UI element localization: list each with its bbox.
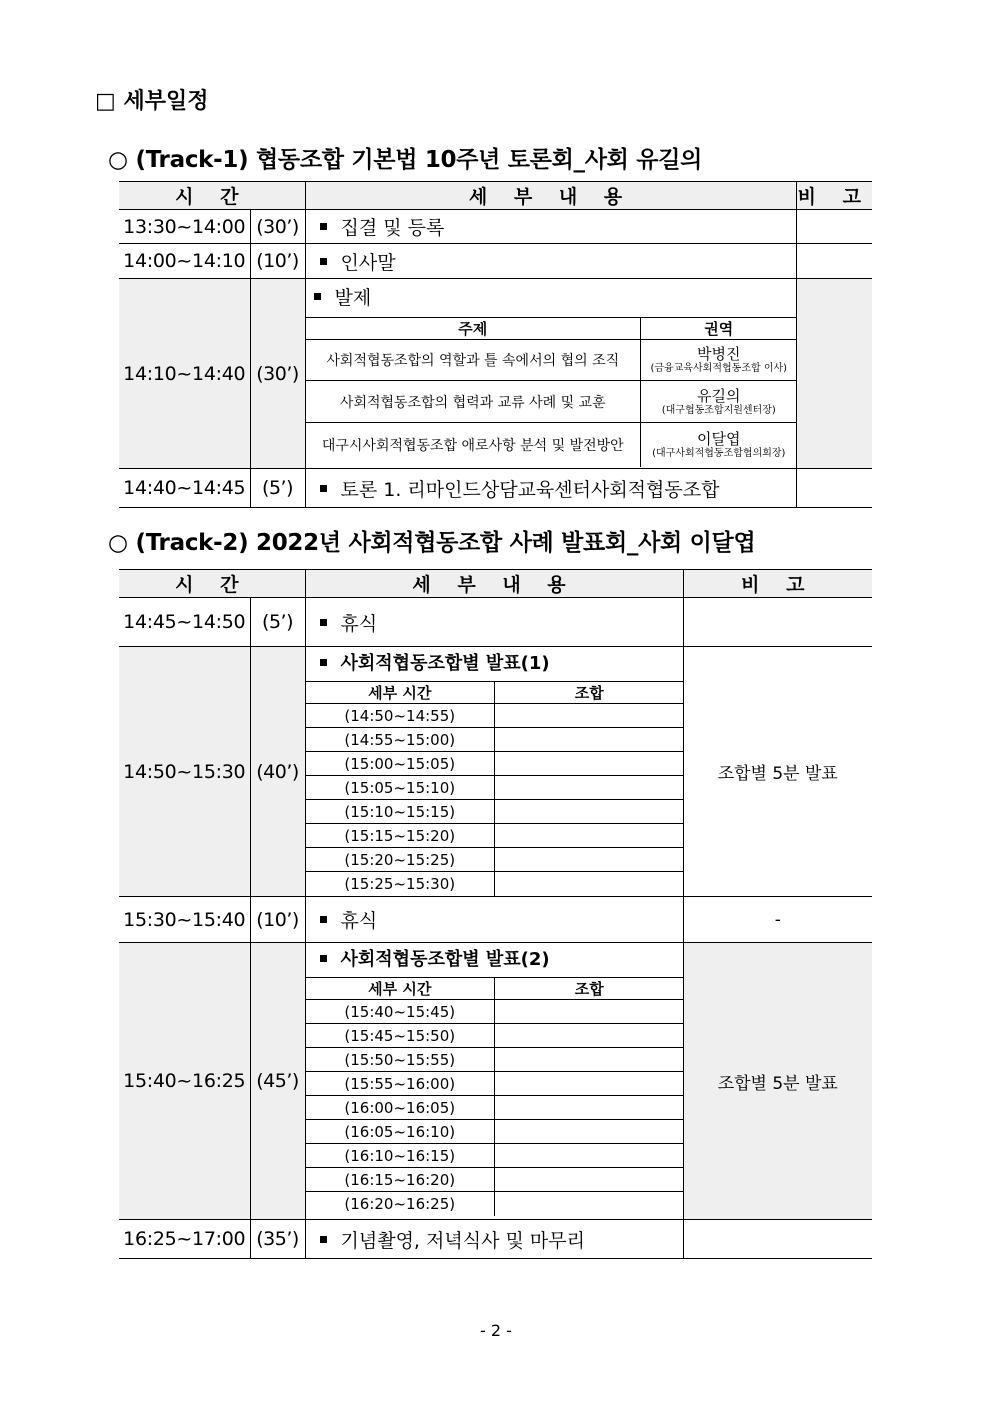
header-note: 비 고 [683,570,872,598]
table-row-session2 [119,943,872,1220]
table-row [306,1144,684,1168]
presentation-cell [305,279,796,469]
slot-coop [495,1024,684,1048]
row-note: - [683,897,872,943]
slot-coop [495,824,684,848]
row-content: 집결 및 등록 [305,210,796,244]
row-time: 13:30~14:00 [119,210,250,244]
row-duration: (30’) [250,210,305,244]
table-row-session1 [119,647,872,897]
slot-time: (16:20~16:25) [306,1192,495,1216]
col-topic: 주제 [306,318,641,340]
row-content: 토론 1. 리마인드상담교육센터사회적협동조합 [305,469,796,508]
session1-subtable [306,681,684,896]
row-duration: (45’) [250,943,305,1220]
row-duration: (5’) [250,598,305,647]
slot-coop [495,1000,684,1024]
bullet-icon [320,619,327,626]
header-note: 비 고 [796,182,872,210]
table-row [306,1120,684,1144]
table-row [306,848,684,872]
row-time: 14:40~14:45 [119,469,250,508]
table-row-presentation [119,279,872,469]
bullet-icon [314,293,321,300]
slot-coop [495,1192,684,1216]
table-row [306,800,684,824]
track1-table [119,181,872,508]
slot-time: (16:05~16:10) [306,1120,495,1144]
session2-label: 사회적협동조합별 발표(2) [306,943,683,977]
row-duration: (30’) [250,279,305,469]
subtable-header [306,318,797,340]
topic: 사회적협동조합의 역할과 틀 속에서의 협의 조직 [306,340,641,381]
slot-time: (16:15~16:20) [306,1168,495,1192]
topic: 사회적협동조합의 협력과 교류 사례 및 교훈 [306,381,641,423]
bullet-icon [320,258,327,265]
row-time: 14:00~14:10 [119,244,250,279]
slot-coop [495,1096,684,1120]
row-content: 인사말 [305,244,796,279]
bullet-icon [320,1236,327,1243]
row-note [683,598,872,647]
speaker: 유길의 (대구협동조합지원센터장) [641,381,797,423]
slot-coop [495,728,684,752]
row-note: 조합별 5분 발표 [683,943,872,1220]
row-note [796,469,872,508]
slot-time: (15:20~15:25) [306,848,495,872]
row-content: 기념촬영, 저녁식사 및 마무리 [305,1220,683,1259]
table-row [306,752,684,776]
col-detail-time: 세부 시간 [306,978,495,1000]
session2-subtable [306,977,684,1216]
slot-time: (15:25~15:30) [306,872,495,896]
row-duration: (40’) [250,647,305,897]
bullet-icon [320,659,327,666]
slot-time: (14:50~14:55) [306,704,495,728]
row-time: 16:25~17:00 [119,1220,250,1259]
slot-coop [495,800,684,824]
row-time: 14:45~14:50 [119,598,250,647]
topic: 대구시사회적협동조합 애로사항 분석 및 발전방안 [306,423,641,467]
session1-cell [305,647,683,897]
slot-time: (15:40~15:45) [306,1000,495,1024]
speaker: 이달엽 (대구사회적협동조합협의회장) [641,423,797,467]
row-duration: (5’) [250,469,305,508]
col-detail-time: 세부 시간 [306,682,495,704]
track2-title: ○ (Track-2) 2022년 사회적협동조합 사례 발표회_사회 이달엽 [108,530,756,556]
presentation-label: 발제 [306,279,796,318]
slot-coop [495,776,684,800]
slot-coop [495,1120,684,1144]
table-row [306,776,684,800]
slot-coop [495,1072,684,1096]
header-content: 세 부 내 용 [305,182,796,210]
slot-coop [495,848,684,872]
table-row [306,704,684,728]
list-item [306,381,797,423]
track1-title: ○ (Track-1) 협동조합 기본법 10주년 토론회_사회 유길의 [108,147,703,173]
bullet-icon [320,916,327,923]
subtable-header [306,978,684,1000]
slot-time: (15:55~16:00) [306,1072,495,1096]
header-time: 시 간 [119,182,305,210]
bullet-icon [320,223,327,230]
row-content: 휴식 [305,598,683,647]
bullet-icon [320,955,327,962]
table-row [119,897,872,943]
slot-time: (16:10~16:15) [306,1144,495,1168]
slot-coop [495,752,684,776]
page-number: - 2 - [480,1321,512,1340]
table-row [306,1024,684,1048]
slot-time: (15:50~15:55) [306,1048,495,1072]
list-item [306,423,797,467]
track2-table [119,569,872,1259]
col-speaker: 권역 [704,320,734,338]
table-row [119,598,872,647]
row-note [796,244,872,279]
session2-cell [305,943,683,1220]
row-time: 15:30~15:40 [119,897,250,943]
slot-time: (15:15~15:20) [306,824,495,848]
row-time: 15:40~16:25 [119,943,250,1220]
table-row [306,1168,684,1192]
section-title: □ 세부일정 [95,89,209,114]
table-row [306,1192,684,1216]
table-row [119,1220,872,1259]
col-coop: 조합 [495,978,684,1000]
subtable-header [306,682,684,704]
slot-time: (15:00~15:05) [306,752,495,776]
table-row [119,469,872,508]
row-time: 14:10~14:40 [119,279,250,469]
slot-time: (15:45~15:50) [306,1024,495,1048]
list-item [306,340,797,381]
table-row [306,728,684,752]
row-duration: (10’) [250,897,305,943]
row-content: 휴식 [305,897,683,943]
row-note [683,1220,872,1259]
table-row [306,824,684,848]
presentation-subtable [306,318,797,467]
slot-time: (16:00~16:05) [306,1096,495,1120]
slot-coop [495,704,684,728]
session1-label: 사회적협동조합별 발표(1) [306,647,683,681]
row-time: 14:50~15:30 [119,647,250,897]
table-row [119,244,872,279]
col-coop: 조합 [495,682,684,704]
slot-time: (15:10~15:15) [306,800,495,824]
table-row [306,1048,684,1072]
slot-coop [495,1144,684,1168]
table-row [306,1000,684,1024]
row-note [796,210,872,244]
row-duration: (35’) [250,1220,305,1259]
slot-coop [495,1168,684,1192]
table-row [119,210,872,244]
row-duration: (10’) [250,244,305,279]
slot-coop [495,1048,684,1072]
table-row [306,872,684,896]
slot-coop [495,872,684,896]
slot-time: (14:55~15:00) [306,728,495,752]
header-time: 시 간 [119,570,305,598]
bullet-icon [320,485,327,492]
table-row [306,1096,684,1120]
row-note: 조합별 5분 발표 [683,647,872,897]
row-note [796,279,872,469]
table-row [306,1072,684,1096]
slot-time: (15:05~15:10) [306,776,495,800]
header-content: 세 부 내 용 [305,570,683,598]
speaker: 박병진 (금융교육사회적협동조합 이사) [641,340,797,381]
